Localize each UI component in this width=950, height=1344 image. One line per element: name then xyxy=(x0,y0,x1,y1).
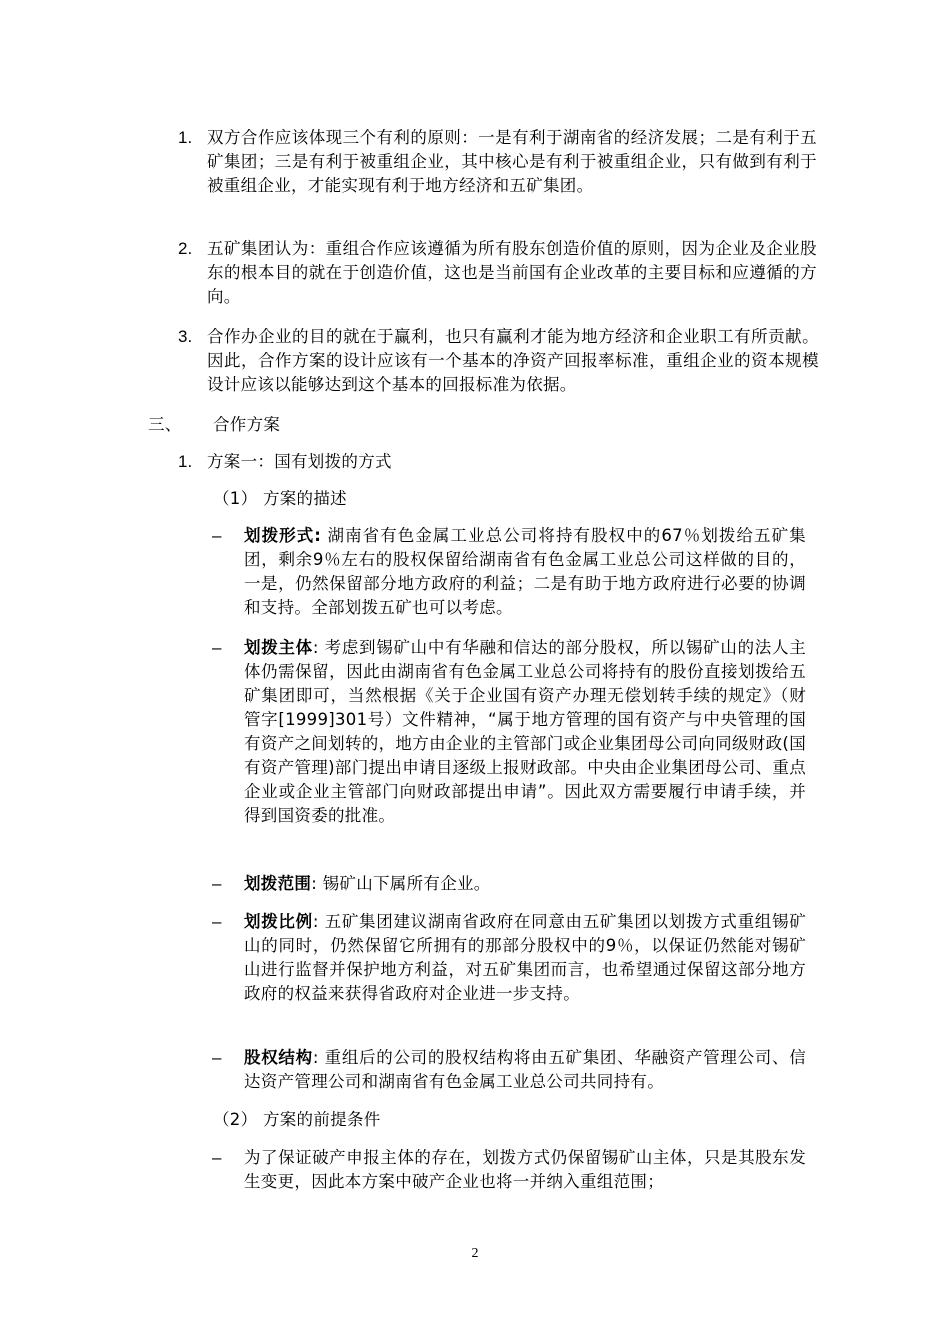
bullet-dash: – xyxy=(212,874,222,893)
page-number: 2 xyxy=(471,1246,479,1261)
bullet-label: 划拨形式: xyxy=(244,526,322,545)
plan1-title: 方案一：国有划拨的方式 xyxy=(207,452,392,471)
bullet-dash: – xyxy=(212,638,222,657)
bullet-body: : 重组后的公司的股权结构将由五矿集团、华融资产管理公司、信达资产管理公司和湖南省有色金属工业总公司共同持有。 xyxy=(244,1048,806,1091)
principle-2-text: 五矿集团认为：重组合作应该遵循为所有股东创造价值的原则，因为企业及企业股东的根本目的就在于创造价值，这也是当前国有企业改革的主要目标和应遵循的方向。 xyxy=(207,239,817,306)
bullet-dash: – xyxy=(212,912,222,931)
bullet-transfer-subject xyxy=(244,636,806,828)
principle-1-text: 双方合作应该体现三个有利的原则：一是有利于湖南省的经济发展；二是有利于五矿集团；三是有利于被重组企业，其中核心是有利于被重组企业，只有做到有利于被重组企业，才能实现有利于地方经济和五矿集团。 xyxy=(207,128,817,195)
subheading-preconditions: （2） 方案的前提条件 xyxy=(213,1110,381,1129)
bullet-label: 划拨范围 xyxy=(244,874,312,893)
bullet-label: 股权结构 xyxy=(244,1048,313,1067)
bullet-label: 划拨主体 xyxy=(244,638,313,657)
bullet-body: 湖南省有色金属工业总公司将持有股权中的67％划拨给五矿集团，剩余9％左右的股权保留给湖南省有色金属工业总公司这样做的目的，一是，仍然保留部分地方政府的利益；二是有助于地方政府进行必要的协调和支持。全部划拨五矿也可以考虑。 xyxy=(244,526,806,617)
list-number: 3. xyxy=(178,327,193,346)
bullet-equity-structure xyxy=(244,1046,806,1094)
bullet-body: : 锡矿山下属所有企业。 xyxy=(311,874,491,893)
bullet-dash: – xyxy=(212,526,222,545)
list-number: 1. xyxy=(178,128,193,147)
bullet-body: : 五矿集团建议湖南省政府在同意由五矿集团以划拨方式重组锡矿山的同时，仍然保留它所拥有的那部分股权中的9％，以保证仍然能对锡矿山进行监督并保护地方利益，对五矿集团而言，也希望通过保留这部分地方政府的权益来获得省政府对企业进一步支持。 xyxy=(244,912,806,1003)
principle-3-text: 合作办企业的目的就在于赢利，也只有赢利才能为地方经济和企业职工有所贡献。因此，合作方案的设计应该有一个基本的净资产回报率标准，重组企业的资本规模设计应该以能够达到这个基本的回报标准为依据。 xyxy=(207,327,819,394)
section-number: 三、 xyxy=(148,415,182,434)
bullet-label: 划拨比例 xyxy=(244,912,313,931)
bullet-transfer-ratio xyxy=(244,910,806,1006)
subheading-description: （1） 方案的描述 xyxy=(213,489,347,508)
section-title: 合作方案 xyxy=(213,415,281,434)
list-number: 1. xyxy=(178,452,193,471)
bullet-dash: – xyxy=(212,1048,222,1067)
bullet-transfer-scope xyxy=(244,872,806,896)
bullet-dash: – xyxy=(212,1148,222,1167)
bullet-precondition: 为了保证破产申报主体的存在，划拨方式仍保留锡矿山主体，只是其股东发生变更，因此本方案中破产企业也将一并纳入重组范围； xyxy=(244,1148,806,1191)
list-number: 2. xyxy=(178,239,193,258)
bullet-transfer-form xyxy=(244,524,806,620)
bullet-body: : 考虑到锡矿山中有华融和信达的部分股权，所以锡矿山的法人主体仍需保留，因此由湖南省有色金属工业总公司将持有的股份直接划拨给五矿集团即可，当然根据《关于企业国有资产办理无偿划转手续的规定》（财管字[1999]301号）文件精神，“属于地方管理的国有资产与中央管理的国有资产之间划转的，地方由企业的主管部门或企业集团母公司向同级财政(国有资产管理)部门提出申请目逐级上报财政部。中央由企业集团母公司、重点企业或企业主管部门向财政部提出申请”。因此双方需要履行申请手续，并得到国资委的批准。 xyxy=(244,638,806,825)
